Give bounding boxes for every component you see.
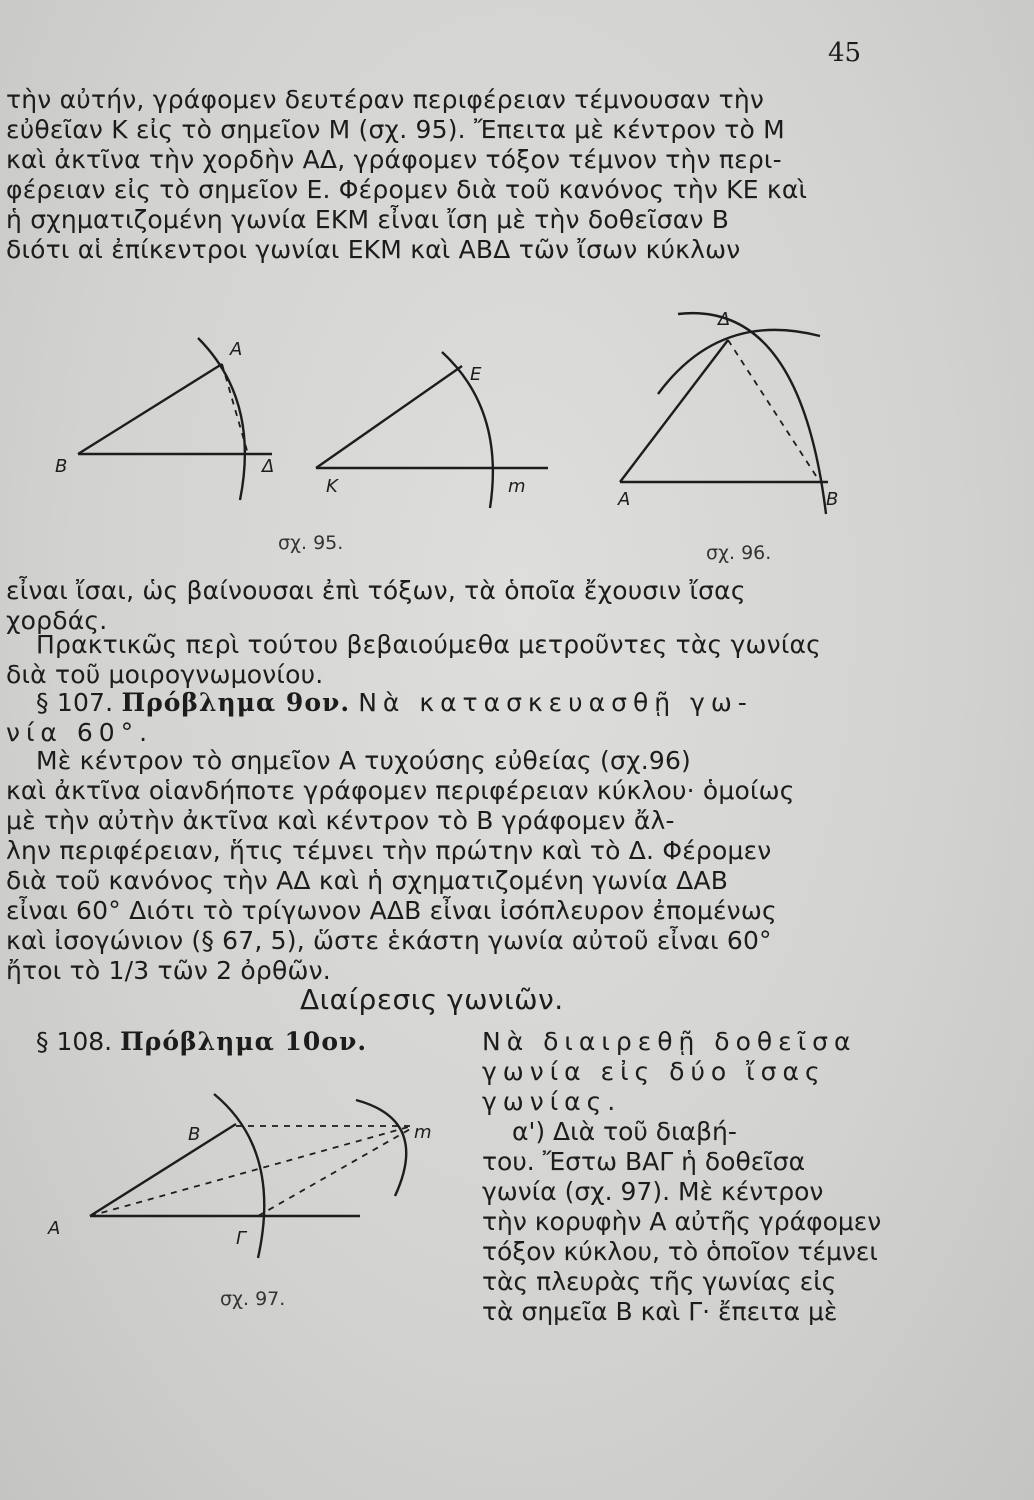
section-title: Διαίρεσις γωνιῶν. <box>300 983 564 1016</box>
label-e: E <box>470 364 482 385</box>
label-d: Δ <box>718 309 731 330</box>
arc-from-a <box>678 313 826 514</box>
figure-95-right <box>316 352 548 508</box>
side-ke <box>316 366 462 468</box>
label-a: A <box>618 489 631 510</box>
page-number: 45 <box>828 38 862 68</box>
arc-from-b <box>658 330 820 394</box>
text-line: Μὲ κέντρον τὸ σημεῖον Α τυχούσης εὐθείας (σχ.96) <box>36 746 692 775</box>
text-line: διὰ τοῦ κανόνος τὴν ΑΔ καὶ ἡ σχηματιζομένη γωνία ΔΑΒ <box>6 866 729 895</box>
text-line: α') Διὰ τοῦ διαβή- <box>512 1117 737 1146</box>
paragraph-mid <box>6 576 886 636</box>
label-d: Δ <box>262 456 275 477</box>
side-ba <box>78 364 222 454</box>
paragraph-107 <box>6 746 886 986</box>
label-m: m <box>414 1122 432 1143</box>
text-line: φέρειαν εἰς τὸ σημεῖον Ε. Φέρομεν διὰ τοῦ κανόνος τὴν ΚΕ καὶ <box>6 175 808 204</box>
arc-m-upper <box>356 1100 406 1196</box>
text-line: εἶναι ἴσαι, ὡς βαίνουσαι ἐπὶ τόξων, τὰ ὁποῖα ἔχουσιν ἴσας <box>6 576 746 605</box>
text-line: εἶναι 60° Διότι τὸ τρίγωνον ΑΔΒ εἶναι ἰσόπλευρον ἐπομένως <box>6 896 777 925</box>
fig96-caption: σχ. 96. <box>706 542 772 564</box>
text-line: γωνία (σχ. 97). Μὲ κέντρον <box>482 1177 824 1206</box>
label-m: m <box>508 476 526 497</box>
side-ad <box>620 340 728 482</box>
section-number: § 108. <box>36 1027 113 1056</box>
label-b: B <box>826 489 839 510</box>
figure-97 <box>47 1094 432 1258</box>
text-line: διότι αἱ ἐπίκεντροι γωνίαι ΕΚΜ καὶ ΑΒΔ τῶν ἴσων κύκλων <box>6 235 741 264</box>
figure-95-left <box>55 338 274 500</box>
label-a: A <box>230 339 243 360</box>
text-line: μὲ τὴν αὐτὴν ἀκτῖνα καὶ κέντρον τὸ Β γράφομεν ἄλ- <box>6 806 675 835</box>
section-number: § 107. <box>36 688 114 717</box>
text-line: τόξον κύκλου, τὸ ὁποῖον τέμνει <box>482 1237 878 1266</box>
text-line: καὶ ἀκτῖνα οἱανδήποτε γράφομεν περιφέρειαν κύκλου· ὁμοίως <box>6 776 795 805</box>
problem-statement: Νὰ κατασκευασθῇ γω- <box>358 688 753 717</box>
text-line: καὶ ἀκτῖνα τὴν χορδὴν ΑΔ, γράφομεν τόξον τέμνον τὴν περι- <box>6 145 782 174</box>
problem-statement: Νὰ διαιρεθῇ δοθεῖσα <box>482 1027 857 1056</box>
text-line: ἡ σχηματιζομένη γωνία ΕΚΜ εἶναι ἴση μὲ τὴν δοθεῖσαν Β <box>6 205 730 234</box>
text-line: διὰ τοῦ μοιρογνωμονίου. <box>6 660 324 689</box>
text-line: ἤτοι τὸ 1/3 τῶν 2 ὀρθῶν. <box>6 956 331 985</box>
text-line: λην περιφέρειαν, ἥτις τέμνει τὴν πρώτην καὶ τὸ Δ. Φέρομεν <box>6 836 772 865</box>
text-line: τὴν αὐτήν, γράφομεν δευτέραν περιφέρειαν τέμνουσαν τὴν <box>6 85 765 114</box>
section-107 <box>6 688 886 748</box>
figure-96 <box>617 309 838 514</box>
side-db <box>728 340 820 482</box>
paragraph-practical <box>6 630 886 690</box>
text-line: τὰ σημεῖα Β καὶ Γ· ἔπειτα μὲ <box>482 1297 838 1326</box>
side-ab <box>90 1124 236 1216</box>
text-line: τὴν κορυφὴν Α αὐτῆς γράφομεν <box>482 1207 882 1236</box>
text-line: του. Ἔστω ΒΑΓ ἡ δοθεῖσα <box>482 1147 806 1176</box>
label-a: A <box>48 1218 61 1239</box>
problem-heading: Πρόβλημα 9ον. <box>121 688 351 717</box>
label-b: B <box>55 456 68 477</box>
label-b: B <box>188 1124 201 1145</box>
fig95-caption: σχ. 95. <box>278 532 344 554</box>
problem-statement-cont: νία 60°. <box>6 718 154 747</box>
text-line: χορδάς. <box>6 606 108 635</box>
text-line: Πρακτικῶς περὶ τούτου βεβαιούμεθα μετροῦντες τὰς γωνίας <box>36 630 822 659</box>
problem-statement: γωνία εἰς δύο ἴσας <box>482 1057 826 1086</box>
section-108-header <box>36 1027 367 1056</box>
label-g: Γ <box>236 1228 247 1249</box>
fig97-caption: σχ. 97. <box>220 1288 286 1310</box>
section-108-column <box>482 1027 892 1327</box>
text-line: εὐθεῖαν Κ εἰς τὸ σημεῖον Μ (σχ. 95). Ἔπειτα μὲ κέντρον τὸ Μ <box>6 115 785 144</box>
label-k: K <box>326 476 338 497</box>
text-line: καὶ ἰσογώνιον (§ 67, 5), ὥστε ἑκάστη γωνία αὐτοῦ εἶναι 60° <box>6 926 772 955</box>
problem-statement: γωνίας. <box>482 1087 622 1116</box>
problem-heading: Πρόβλημα 10ον. <box>120 1027 368 1056</box>
section-107-header <box>6 688 886 718</box>
text-line: τὰς πλευρὰς τῆς γωνίας εἰς <box>482 1267 837 1296</box>
arc-ad <box>198 338 245 500</box>
dash-gm <box>258 1128 412 1216</box>
